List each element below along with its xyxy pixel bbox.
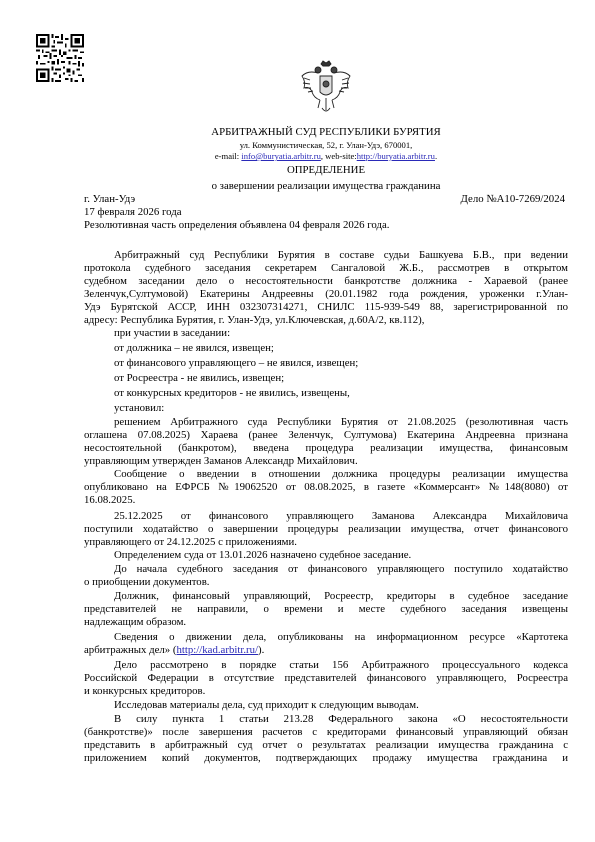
body-line: решением Арбитражного суда Республики Бурятия от 21.08.2025 (резолютивная часть [114,416,568,428]
body-line: Исследовав материалы дела, суд приходит к следующим выводам. [114,699,419,711]
body-line: представителей не направили, о времени и месте судебного заседания извещены [84,603,568,615]
body-line: 25.12.2025 от финансового управляющего Заманова Александра Михайловича [114,510,568,522]
body-line: поступили ходатайство о завершении процедуры реализации имущества, отчет финансового [84,523,568,535]
email-label: e-mail: [214,151,242,161]
body-line-with-link: арбитражных дел» (http://kad.arbitr.ru/). [84,644,265,656]
announcement-note: Резолютивная часть определения объявлена 04 февраля 2026 года. [84,219,390,231]
body-line: судебном заседании дело о несостоятельности банкротстве должника - Хараевой (ранее [84,275,568,287]
body-line: от финансового управляющего – не явился, извещен; [114,357,359,369]
body-line: Определением суда от 13.01.2026 назначено судебное заседание. [114,549,412,561]
body-line: Сведения о движении дела, опубликованы на информационном ресурсе «Картотека [114,631,568,643]
case-number: Дело №А10-7269/2024 [460,193,565,205]
court-name: АРБИТРАЖНЫЙ СУД РЕСПУБЛИКИ БУРЯТИЯ [211,126,441,138]
body-line: и конкурсных кредиторов. [84,685,206,697]
body-line: В силу пункта 1 статьи 213.28 Федерального закона «О несостоятельности [114,713,568,725]
body-line: опубликовано на ЕФРСБ №19062520 от 08.08.2025, в газете «Коммерсант» №148(8080) от [84,481,568,493]
body-line: о приобщении документов. [84,576,210,588]
body-line: Российской Федерации в отсутствие представителей финансового управляющего, Росреестра [84,672,568,684]
court-address: ул. Коммунистическая, 52, г. Улан-Удэ, 670001, [239,140,413,150]
body-line: (банкротстве)» после завершения расчетов с кредиторами финансовый управляющий обязан [84,726,568,738]
website-link[interactable]: http://buryatia.arbitr.ru [356,151,435,161]
body-line: от конкурсных кредиторов - не явились, извещены, [114,387,350,399]
body-line: протокола судебного заседания секретарем Сангаловой Ж.Б., рассмотрев в открытом [84,262,568,274]
body-line: До начала судебного заседания от финансового управляющего поступило ходатайство [114,563,568,575]
body-line: представить в арбитражный суд отчет о результатах реализации имущества гражданина с [84,739,568,751]
kad-link[interactable]: http://kad.arbitr.ru/ [176,644,259,656]
body-line: Дело рассмотрено в порядке статьи 156 Арбитражного процессуального кодекса [114,659,568,671]
body-line: от Росреестра - не явились, извещен; [114,372,285,384]
body-line: установил: [114,402,165,414]
decision-date: 17 февраля 2026 года [84,206,182,218]
body-line: 16.08.2025. [84,494,136,506]
city: г. Улан-Удэ [84,193,136,205]
body-line: Арбитражный суд Республики Бурятия в составе судьи Башкуева Б.В., при ведении [114,249,568,261]
body-line: приложением копий документов, подтверждающих продажу имущества гражданина и [84,752,568,764]
body-line: несостоятельной (банкротом), введена процедура реализации имущества, финансовым [84,442,568,454]
court-contacts: e-mail: info@buryatia.arbitr.ru, web-site:http://buryatia.arbitr.ru. [214,151,438,161]
body-line: при участии в заседании: [114,327,231,339]
body-line: Удэ Бурятской АССР, ИНН 032307314271, СНИЛС 115-939-549 88, зарегистрированной по [84,301,568,313]
body-line: от должника – не явился, извещен; [114,342,274,354]
website-label: , web-site: [320,151,357,161]
body-line: управляющим утвержден Заманов Александр Михайлович. [84,455,358,467]
body-line: Сообщение о введении в отношении должника процедуры реализации имущества [114,468,568,480]
body-line: Должник, финансовый управляющий, Росреестр, кредиторы в судебное заседание [114,590,568,602]
body-line: управляющего от 24.12.2025 с приложениями. [84,536,297,548]
doc-subject: о завершении реализации имущества гражданина [211,180,441,192]
qr-code [36,34,84,82]
body-line: надлежащим образом. [84,616,187,628]
body-line: Зеленчук,Султумовой) Екатерины Андреевны (20.01.1982 года рождения, уроженки г.Улан- [84,288,568,300]
body-line: адресу: Республика Бурятия, г. Улан-Удэ, ул.Ключевская, д.60А/2, кв.112), [84,314,425,326]
email-link[interactable]: info@buryatia.arbitr.ru [241,151,321,161]
doc-type: ОПРЕДЕЛЕНИЕ [286,164,366,176]
body-line: оглашена 07.08.2025) Хараева (ранее Зеленчук, Султумова) Екатерина Андреевна признана [84,429,568,441]
coat-of-arms-emblem [296,58,356,116]
